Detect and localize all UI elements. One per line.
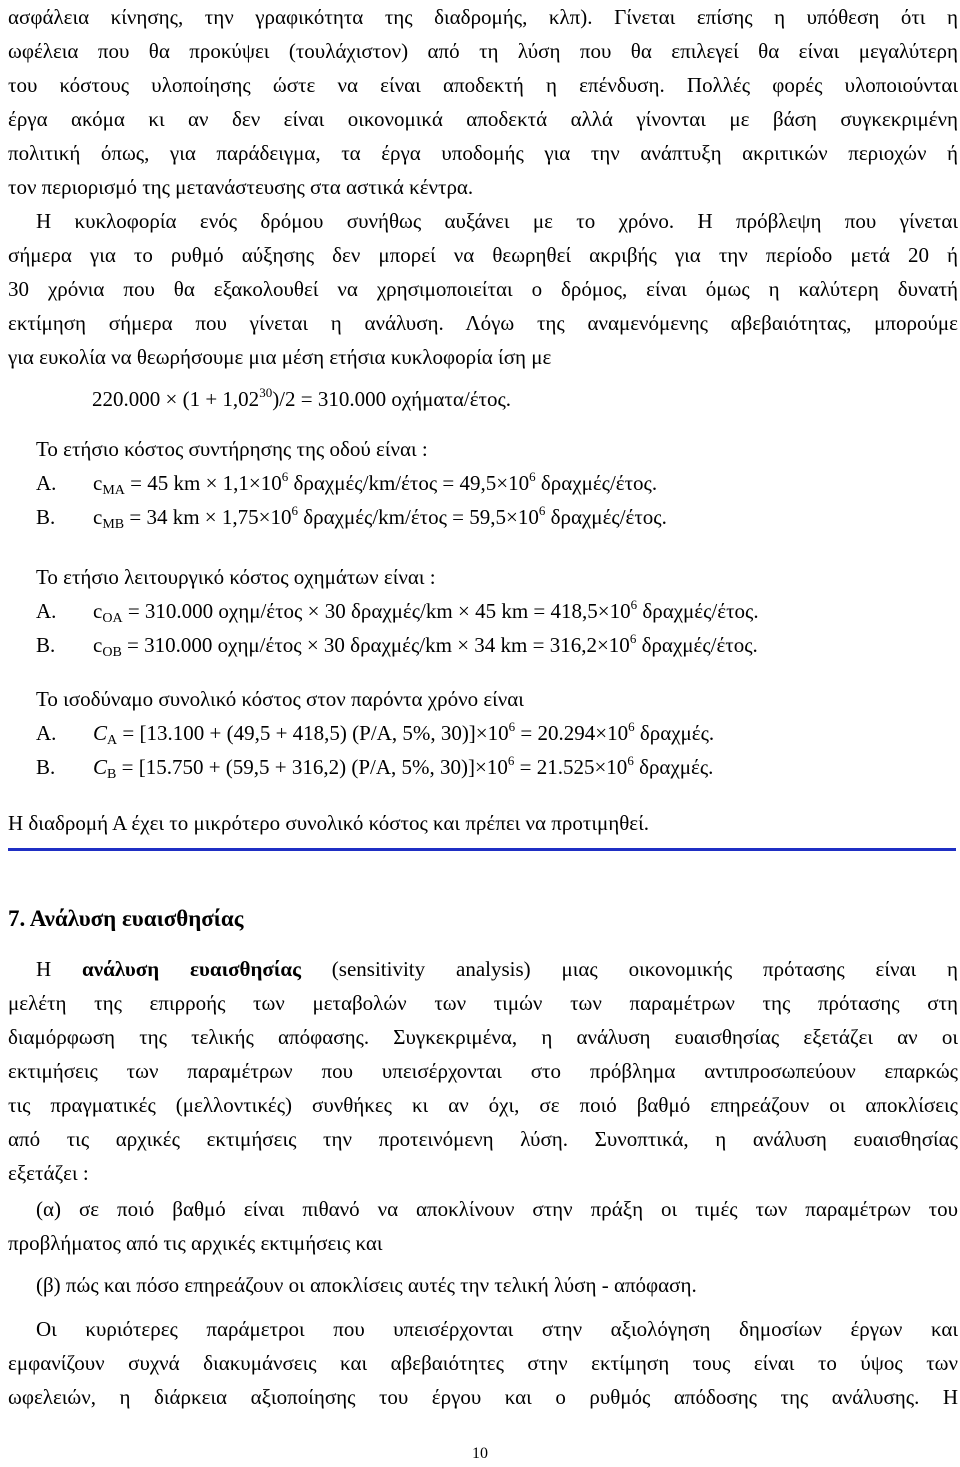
paragraph-line: ωφελειών, η διάρκεια αξιοποίησης του έργου και ο ρυθμός απόδοσης της ανάλυσης. Η	[8, 1385, 958, 1409]
paragraph-line: πολιτική όπως, για παράδειγμα, τα έργα υποδομής για την ανάπτυξη ακριτικών περιοχών ή	[8, 141, 958, 165]
paragraph-line: σήμερα για το ρυθμό αύξησης δεν μπορεί να θεωρηθεί ακριβής για την περίοδο μετά 20 ή	[8, 243, 958, 267]
paragraph-line: τον περιορισμό της μετανάστευσης στα αστικά κέντρα.	[8, 175, 474, 199]
page-number: 10	[472, 1445, 488, 1462]
paragraph-line: για ευκολία να θεωρήσουμε μια μέση ετήσια κυκλοφορία ίση με	[8, 345, 552, 369]
paragraph-line: του κόστους υλοποίησης ώστε να είναι αποδεκτή η επένδυση. Πολλές φορές υλοποιούνται	[8, 73, 958, 97]
equivalent-row-b: Β. $C_B = [15.750 + (59,5 + 316,2)$ (P/A, 5%, $30)]\times 10^6 = 21.525\times 10^6$ δραχμές.	[36, 753, 714, 782]
paragraph-line: μελέτη της επιρροής των μεταβολών των τιμών των παραμέτρων της πρότασης στη	[8, 991, 958, 1015]
operating-heading: Το ετήσιο λειτουργικό κόστος οχημάτων είναι :	[36, 565, 436, 589]
paragraph-line: εκτίμηση σήμερα που γίνεται η ανάλυση. Λόγω της αναμενόμενης αβεβαιότητας, μπορούμε	[8, 311, 958, 335]
paragraph-line: τις πραγματικές (μελλοντικές) συνθήκες κι αν όχι, σε ποιό βαθμό επηρεάζουν οι αποκλίσεις	[8, 1093, 958, 1117]
maintenance-row-a: Α. $c_{MA} = 45$ km × $1,1\times 10^6$ $\delta\rho\alpha\chi\mu έ\varsigma/km/έ\tau o\varsigma = 49,5\times 10^6$ δραχμές/έτος.	[36, 469, 658, 498]
paragraph-line: διαμόρφωση της τελικής απόφασης. Συγκεκριμένα, η ανάλυση ευαισθησίας εξετάζει αν οι	[8, 1025, 958, 1049]
traffic-equation: $220.000 \times (1 + 1,02^{30})/2 = 310.000$ οχήματα/έτος.	[92, 385, 512, 411]
section-title: 7. Ανάλυση ευαισθησίας	[8, 906, 244, 931]
list-item-a-continued: προβλήματος από τις αρχικές εκτιμήσεις και	[8, 1231, 383, 1255]
equivalent-heading: Το ισοδύναμο συνολικό κόστος στον παρόντα χρόνο είναι	[36, 687, 524, 711]
paragraph-line: εμφανίζουν συχνά διακυμάνσεις και αβεβαιότητες στην εκτίμηση τους είναι το ύψος των	[8, 1351, 958, 1375]
paragraph-line: από τις αρχικές εκτιμήσεις την προτεινόμενη λύση. Συνοπτικά, η ανάλυση ευαισθησίας	[8, 1127, 958, 1151]
conclusion: Η διαδρομή Α έχει το μικρότερο συνολικό κόστος και πρέπει να προτιμηθεί.	[8, 811, 649, 835]
paragraph-line: έργα ακόμα κι αν δεν είναι οικονομικά αποδεκτά αλλά γίνονται με βάση συγκεκριμένη	[8, 107, 958, 131]
maintenance-row-b: Β. $c_{MB} = 34$ km × $1,75\times 10^6$ $\delta\rho\alpha\chi\mu έ\varsigma/km/έ\tau o\varsigma = 59,5\times 10^6$ δραχμές/έτος.	[36, 503, 667, 532]
list-item-a: (α) σε ποιό βαθμό είναι πιθανό να αποκλίνουν στην πράξη οι τιμές των παραμέτρων του	[36, 1197, 958, 1221]
operating-row-a: Α. $c_{OA} = 310.000$ οχημ/έτος × 30 δραχμές/km × 45 km = $418,5\times 10^6$ δραχμές/έτος.	[36, 597, 759, 626]
section-divider	[8, 848, 956, 851]
maintenance-heading: Το ετήσιο κόστος συντήρησης της οδού είναι :	[36, 437, 428, 461]
paragraph-line: Οι κυριότερες παράμετροι που υπεισέρχονται στην αξιολόγηση δημοσίων έργων και	[36, 1317, 958, 1341]
paragraph-line: εξετάζει :	[8, 1161, 89, 1185]
paragraph-line: εκτιμήσεις των παραμέτρων που υπεισέρχονται στο πρόβλημα αντιπροσωπεύουν επαρκώς	[8, 1059, 958, 1083]
paragraph-line: ωφέλεια που θα προκύψει (τουλάχιστον) από τη λύση που θα επιλεγεί θα είναι μεγαλύτερη	[8, 39, 958, 63]
paragraph-line: ασφάλεια κίνησης, την γραφικότητα της διαδρομής, κλπ). Γίνεται επίσης η υπόθεση ότι η	[8, 5, 958, 29]
paragraph-line: Η ανάλυση ευαισθησίας (sensitivity analysis) μιας οικονομικής πρότασης είναι η	[36, 957, 959, 981]
paragraph-line: 30 χρόνια που θα εξακολουθεί να χρησιμοποιείται ο δρόμος, είναι όμως η καλύτερη δυνατή	[8, 277, 958, 301]
operating-row-b: Β. $c_{OB} = 310.000$ οχημ/έτος × 30 δραχμές/km × 34 km = $316,2\times 10^6$ δραχμές/έτος.	[36, 631, 758, 660]
list-item-b: (β) πώς και πόσο επηρεάζουν οι αποκλίσεις αυτές την τελική λύση - απόφαση.	[36, 1273, 697, 1297]
paragraph-line: Η κυκλοφορία ενός δρόμου συνήθως αυξάνει με το χρόνο. Η πρόβλεψη που γίνεται	[36, 209, 958, 233]
equivalent-row-a: Α. $C_A = [13.100 + (49,5 + 418,5)$ (P/A, 5%, $30)]\times 10^6 = 20.294\times 10^6$ δραχμές.	[36, 719, 715, 748]
